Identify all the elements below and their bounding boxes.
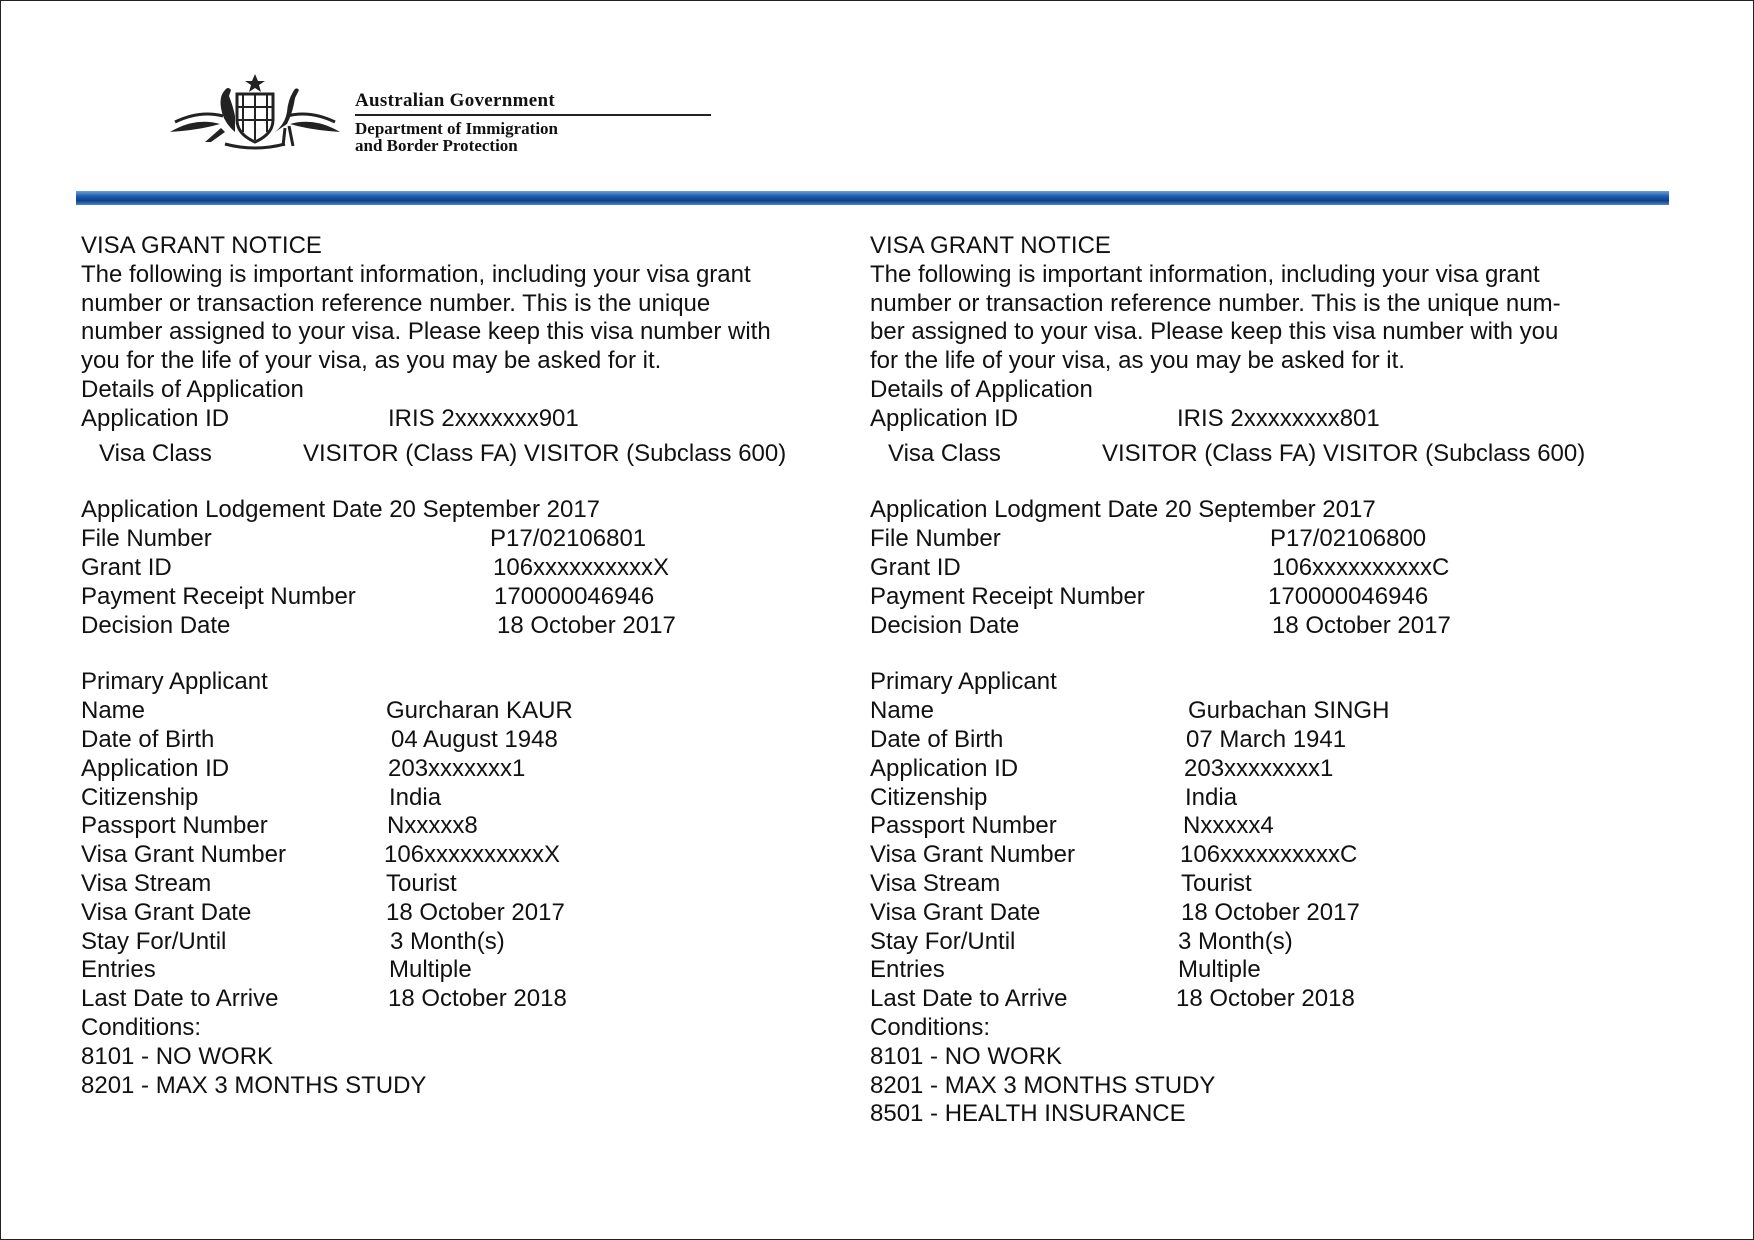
applicant-row [81, 784, 861, 813]
field-label: Visa Stream [81, 869, 212, 897]
field-label: Visa Class [888, 439, 1001, 467]
header-banner-bar [76, 191, 1669, 205]
field-label: Passport Number [81, 812, 268, 840]
field-label: Application ID [870, 754, 1019, 782]
field-label: Decision Date [81, 611, 231, 639]
field-row [81, 583, 861, 612]
header-rule [355, 114, 711, 116]
field-label: Payment Receipt Number [870, 582, 1145, 610]
field-value: 170000046946 [1268, 582, 1429, 610]
government-name: Australian Government [355, 90, 555, 111]
intro-paragraph [870, 261, 1645, 376]
field-label: Decision Date [870, 611, 1020, 639]
applicant-row [81, 726, 861, 755]
condition-item: 8101 - NO WORK [81, 1042, 274, 1070]
field-label: Passport Number [870, 812, 1057, 840]
applicant-row [870, 697, 1650, 726]
lodgement-date: Application Lodgement Date 20 September 2017 [81, 496, 601, 524]
field-label: File Number [81, 525, 212, 553]
field-value: Multiple [1178, 956, 1261, 984]
intro-line: you for the life of your visa, as you may be asked for it. [81, 347, 662, 375]
field-label: Application ID [870, 404, 1019, 432]
intro-line: The following is important information, including your visa grant [870, 260, 1540, 288]
field-row [870, 554, 1650, 583]
field-value: 170000046946 [494, 582, 655, 610]
field-label: Stay For/Until [81, 927, 227, 955]
field-value: 203xxxxxxxx1 [1184, 754, 1334, 782]
notice-title: VISA GRANT NOTICE [81, 232, 322, 259]
field-value: VISITOR (Class FA) VISITOR (Subclass 600) [1102, 439, 1586, 467]
visa-notice-right [870, 232, 1650, 1129]
field-label: Last Date to Arrive [870, 985, 1068, 1013]
field-label: Last Date to Arrive [81, 985, 279, 1013]
field-label: Visa Grant Number [870, 841, 1075, 869]
field-label: Entries [870, 956, 945, 984]
applicant-row [81, 812, 861, 841]
applicant-row [81, 841, 861, 870]
visa-class-row [81, 440, 861, 469]
field-row [870, 612, 1650, 641]
field-value: 07 March 1941 [1186, 725, 1347, 753]
field-value: Tourist [386, 869, 457, 897]
conditions-heading: Conditions: [870, 1013, 991, 1041]
field-value: P17/02106800 [1270, 525, 1427, 553]
lodgement-date: Application Lodgment Date 20 September 2017 [870, 496, 1376, 524]
field-value: 106xxxxxxxxxxC [1272, 553, 1450, 581]
intro-paragraph [81, 261, 856, 376]
applicant-row [81, 956, 861, 985]
field-label: Grant ID [870, 553, 961, 581]
field-label: Visa Grant Date [81, 898, 252, 926]
applicant-row [81, 755, 861, 784]
department-line-1: Department of Immigration [355, 119, 559, 138]
applicant-row [81, 697, 861, 726]
field-value: Gurcharan KAUR [386, 697, 573, 725]
field-value: 106xxxxxxxxxxX [493, 553, 670, 581]
condition-item: 8101 - NO WORK [870, 1042, 1063, 1070]
field-value: 18 October 2018 [1176, 985, 1355, 1013]
field-value: 3 Month(s) [390, 927, 505, 955]
government-logo [165, 72, 725, 162]
field-value: 3 Month(s) [1178, 927, 1293, 955]
field-value: 106xxxxxxxxxxC [1180, 841, 1358, 869]
intro-line: number assigned to your visa. Please keep this visa number with [81, 318, 771, 346]
field-value: P17/02106801 [490, 525, 647, 553]
condition-item: 8501 - HEALTH INSURANCE [870, 1100, 1186, 1128]
applicant-row [870, 956, 1650, 985]
field-label: Visa Stream [870, 869, 1001, 897]
applicant-row [870, 870, 1650, 899]
field-row [870, 525, 1650, 554]
conditions-heading: Conditions: [81, 1013, 202, 1041]
field-label: File Number [870, 525, 1001, 553]
applicant-row [81, 870, 861, 899]
application-id-row [870, 405, 1650, 434]
field-label: Date of Birth [870, 725, 1004, 753]
field-value: IRIS 2xxxxxxxx801 [1177, 404, 1380, 432]
details-heading: Details of Application [870, 375, 1093, 403]
field-row [81, 525, 861, 554]
notice-title: VISA GRANT NOTICE [870, 232, 1111, 259]
field-value: Nxxxxx8 [387, 812, 478, 840]
applicant-row [870, 755, 1650, 784]
applicant-row [870, 928, 1650, 957]
applicant-row [870, 784, 1650, 813]
field-value: 18 October 2017 [386, 898, 565, 926]
spacer [81, 468, 861, 496]
field-value: Nxxxxx4 [1183, 812, 1274, 840]
spacer [870, 640, 1650, 668]
field-value: IRIS 2xxxxxxx901 [388, 404, 579, 432]
applicant-row [870, 812, 1650, 841]
field-value: 18 October 2017 [497, 611, 676, 639]
applicant-row [81, 928, 861, 957]
field-row [81, 612, 861, 641]
department-line-2: and Border Protection [355, 136, 518, 155]
field-value: 18 October 2018 [388, 985, 567, 1013]
field-row [870, 583, 1650, 612]
applicant-row [81, 985, 861, 1014]
primary-applicant-heading: Primary Applicant [81, 668, 268, 696]
field-label: Date of Birth [81, 725, 215, 753]
field-value: 18 October 2017 [1272, 611, 1451, 639]
department-name [355, 120, 558, 154]
applicant-row [81, 899, 861, 928]
visa-class-row [870, 440, 1650, 469]
field-row [81, 554, 861, 583]
field-value: Tourist [1181, 869, 1252, 897]
field-label: Name [81, 697, 146, 725]
intro-line: number or transaction reference number. This is the unique num- [870, 289, 1561, 317]
applicant-row [870, 726, 1650, 755]
applicant-row [870, 985, 1650, 1014]
field-label: Application ID [81, 404, 230, 432]
field-label: Application ID [81, 754, 230, 782]
intro-line: number or transaction reference number. This is the unique [81, 289, 711, 317]
field-value: Gurbachan SINGH [1188, 697, 1390, 725]
spacer [81, 640, 861, 668]
field-label: Name [870, 697, 935, 725]
field-label: Visa Grant Date [870, 898, 1041, 926]
field-value: VISITOR (Class FA) VISITOR (Subclass 600) [303, 439, 787, 467]
applicant-row [870, 899, 1650, 928]
intro-line: ber assigned to your visa. Please keep this visa number with you [870, 318, 1559, 346]
intro-line: for the life of your visa, as you may be asked for it. [870, 347, 1405, 375]
condition-item: 8201 - MAX 3 MONTHS STUDY [81, 1071, 427, 1099]
field-value: 18 October 2017 [1181, 898, 1360, 926]
visa-notice-left [81, 232, 861, 1100]
field-value: India [1185, 783, 1238, 811]
field-value: 106xxxxxxxxxxX [384, 841, 561, 869]
field-value: 04 August 1948 [391, 725, 558, 753]
field-label: Entries [81, 956, 156, 984]
intro-line: The following is important information, including your visa grant [81, 260, 751, 288]
field-label: Grant ID [81, 553, 172, 581]
field-label: Visa Class [99, 439, 212, 467]
field-label: Citizenship [81, 783, 199, 811]
applicant-row [870, 841, 1650, 870]
field-label: Payment Receipt Number [81, 582, 356, 610]
primary-applicant-heading: Primary Applicant [870, 668, 1057, 696]
field-value: India [389, 783, 442, 811]
field-label: Stay For/Until [870, 927, 1016, 955]
field-value: 203xxxxxxx1 [388, 754, 526, 782]
details-heading: Details of Application [81, 375, 304, 403]
field-label: Visa Grant Number [81, 841, 286, 869]
spacer [870, 468, 1650, 496]
application-id-row [81, 405, 861, 434]
coat-of-arms-icon [165, 72, 345, 152]
field-label: Citizenship [870, 783, 988, 811]
field-value: Multiple [389, 956, 472, 984]
condition-item: 8201 - MAX 3 MONTHS STUDY [870, 1071, 1216, 1099]
